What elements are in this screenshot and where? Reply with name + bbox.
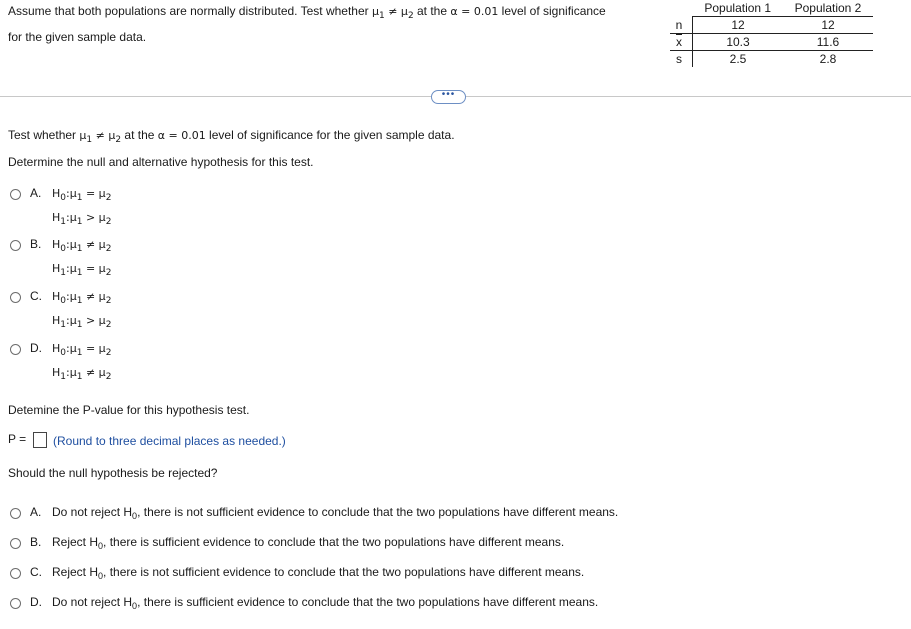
conclusion-text: Do not reject $H_0$, there is not sufficient evidence to conclude that the two populations have different means.: [52, 505, 619, 521]
cell-value: 12: [783, 17, 873, 34]
col-header-pop2: Population 2: [783, 0, 873, 17]
table-row: [670, 51, 873, 68]
cell-value: 10.3: [693, 34, 784, 51]
problem-intro: [8, 1, 658, 48]
radio-button[interactable]: [10, 568, 21, 579]
radio-button[interactable]: [10, 240, 21, 251]
cell-value: 12: [693, 17, 784, 34]
question-text: [8, 124, 455, 173]
hypothesis-pair: $H_0:\mu_1 = \mu_2$ $H_1:\mu_1 > \mu_2$: [52, 187, 112, 227]
question-line-1: Test whether $\mu_1 \ne \mu_2$ at the α = 0.01 level of significance for the given sample data.: [8, 128, 455, 145]
question-line-2: Determine the null and alternative hypothesis for this test.: [8, 155, 314, 169]
cell-value: 11.6: [783, 34, 873, 51]
radio-button[interactable]: [10, 538, 21, 549]
conclusion-text: Reject $H_0$, there is not sufficient evidence to conclude that the two populations have different means.: [52, 565, 585, 581]
row-label: s: [670, 51, 693, 68]
hypothesis-pair: $H_0:\mu_1 = \mu_2$ $H_1:\mu_1 \ne \mu_2$: [52, 342, 112, 382]
col-header-pop1: Population 1: [693, 0, 784, 17]
intro-line-1: Assume that both populations are normally distributed. Test whether $\mu_1 \ne \mu_2$ at the α = 0.01 level of significance: [8, 4, 606, 21]
radio-button[interactable]: [10, 508, 21, 519]
table-row: [670, 34, 873, 51]
hypothesis-pair: $H_0:\mu_1 \ne \mu_2$ $H_1:\mu_1 = \mu_2$: [52, 238, 112, 278]
radio-button[interactable]: [10, 344, 21, 355]
cell-value: 2.5: [729, 52, 747, 66]
radio-button[interactable]: [10, 598, 21, 609]
conclusion-text: Do not reject $H_0$, there is sufficient evidence to conclude that the two populations have different means.: [52, 595, 599, 611]
expand-more-button[interactable]: •••: [431, 90, 466, 104]
cell-value: 2.8: [819, 52, 837, 66]
sample-data-table: [670, 0, 873, 67]
conclusion-text: Reject $H_0$, there is sufficient evidence to conclude that the two populations have different means.: [52, 535, 565, 551]
pvalue-hint: (Round to three decimal places as needed.): [53, 434, 286, 448]
intro-line-2: for the given sample data.: [8, 30, 147, 44]
reject-question: Should the null hypothesis be rejected?: [8, 466, 218, 480]
pvalue-input[interactable]: [33, 432, 47, 448]
hypothesis-pair: $H_0:\mu_1 \ne \mu_2$ $H_1:\mu_1 > \mu_2$: [52, 290, 112, 330]
row-label: $\overline{x}$: [670, 34, 693, 51]
table-row: [670, 17, 873, 34]
intro-hypothesis-math: $\mu_1 \ne \mu_2$: [371, 5, 414, 21]
pvalue-label: P =: [8, 432, 27, 446]
radio-button[interactable]: [10, 189, 21, 200]
pvalue-prompt: Detemine the P-value for this hypothesis test.: [8, 403, 250, 417]
row-label: n: [670, 17, 693, 34]
radio-button[interactable]: [10, 292, 21, 303]
question-hypothesis-math: $\mu_1 \ne \mu_2$: [79, 129, 122, 145]
